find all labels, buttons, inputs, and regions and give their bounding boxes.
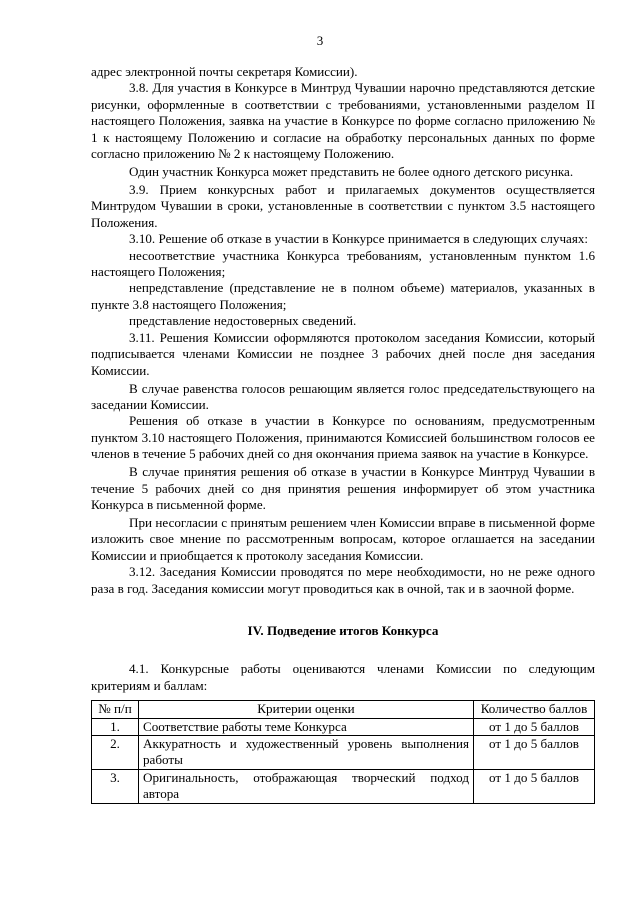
row-number: 3. [92,769,139,803]
table-row [92,769,595,803]
criteria-intro: 4.1. Конкурсные работы оцениваются членами Комиссии по следующим критериям и баллам: [91,661,595,693]
row-points: от 1 до 5 баллов [474,769,595,803]
column-header-points: Количество баллов [474,701,595,718]
paragraph: При несогласии с принятым решением член Комиссии вправе в письменной форме изложить свое мнение по рассмотренным вопросам, которое оглашается на заседании Комиссии и приобщается к протоколу заседания Комиссии. [91,514,595,563]
paragraph: Один участник Конкурса может представить не более одного детского рисунка. [129,164,574,180]
table-row [92,736,595,770]
paragraph: 3.11. Решения Комиссии оформляются протоколом заседания Комиссии, который подписывается членами Комиссии не позднее 3 рабочих дней после дня заседания Комиссии. [91,329,595,378]
row-number: 2. [92,736,139,770]
criteria-table [91,700,595,803]
paragraph: Решения об отказе в участии в Конкурсе по основаниям, предусмотренным пунктом 3.10 настоящего Положения, принимаются Комиссией большинством голосов ее членов в течение 5 рабочих дней со дня окончания приема заявок на участие в Конкурсе. [91,413,595,462]
row-criterion: Аккуратность и художественный уровень выполнения работы [139,736,474,770]
paragraph: представление недостоверных сведений. [129,313,357,329]
paragraph-list [91,64,595,597]
table-header-row [92,701,595,718]
row-criterion: Оригинальность, отображающая творческий подход автора [139,769,474,803]
paragraph: непредставление (представление не в полном объеме) материалов, указанных в пункте 3.8 настоящего Положения; [91,280,595,312]
paragraph: 3.10. Решение об отказе в участии в Конкурсе принимается в следующих случаях: [129,231,589,247]
paragraph: В случае равенства голосов решающим является голос председательствующего на заседании Комиссии. [91,380,595,412]
paragraph: В случае принятия решения об отказе в участии в Конкурсе Минтруд Чувашии в течение 5 рабочих дней со дня принятия решения информирует об этом участника Конкурса в письменной форме. [91,464,595,512]
row-points: от 1 до 5 баллов [474,736,595,770]
row-number: 1. [92,718,139,735]
paragraph: 3.12. Заседания Комиссии проводятся по мере необходимости, но не реже одного раза в год. Заседания комиссии могут проводиться как в очной, так и в заочной форме. [91,564,595,596]
document-body [91,64,595,804]
paragraph: несоответствие участника Конкурса требованиям, установленным пунктом 1.6 настоящего Положения; [91,247,595,280]
paragraph: адрес электронной почты секретаря Комиссии). [91,64,358,79]
paragraph: 3.9. Прием конкурсных работ и прилагаемых документов осуществляется Минтрудом Чувашии в сроки, установленные в соответствии с пунктом 3.5 настоящего Положения. [91,182,595,230]
table-row [92,718,595,735]
row-points: от 1 до 5 баллов [474,718,595,735]
section-heading: IV. Подведение итогов Конкурса [247,622,439,638]
paragraph: 3.8. Для участия в Конкурсе в Минтруд Чувашии нарочно представляются детские рисунки, оформленные в соответствии с требованиями, установленными разделом II настоящего Положения, заявка на участие в Конкурсе по форме согласно приложению № 1 к настоящему Положению и согласие на обработку персональных данных по форме согласно приложению № 2 к настоящему Положению. [91,80,595,162]
row-criterion: Соответствие работы теме Конкурса [139,718,474,735]
column-header-number: № п/п [92,701,139,718]
column-header-criteria: Критерии оценки [139,701,474,718]
page-number: 3 [316,33,324,48]
